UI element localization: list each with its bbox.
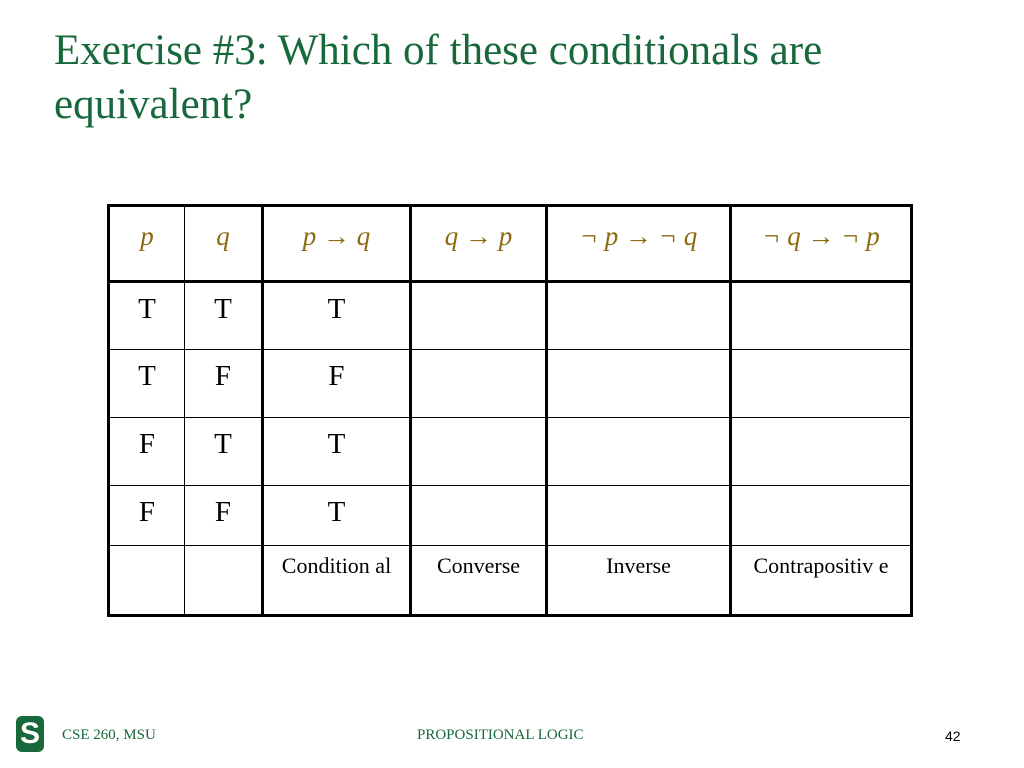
header-cell-converse: q → p <box>411 206 547 282</box>
table-cell <box>731 350 912 418</box>
table-cell <box>731 418 912 486</box>
table-cell <box>411 486 547 546</box>
table-cell: T <box>109 282 185 350</box>
page-number: 42 <box>945 728 961 744</box>
label-conditional: Condition al <box>263 546 411 616</box>
table-cell: T <box>109 350 185 418</box>
table-cell: T <box>185 282 263 350</box>
table-cell: F <box>185 350 263 418</box>
table-cell: T <box>185 418 263 486</box>
label-contrapositive: Contrapositiv e <box>731 546 912 616</box>
table-row <box>109 486 912 546</box>
table-row <box>109 350 912 418</box>
header-row <box>109 206 912 282</box>
table-cell <box>547 418 731 486</box>
label-cell <box>185 546 263 616</box>
header-cell-contrapositive: ¬ q → ¬ p <box>731 206 912 282</box>
table-cell: T <box>263 486 411 546</box>
table-cell <box>411 350 547 418</box>
footer-topic: PROPOSITIONAL LOGIC <box>417 727 584 743</box>
table-row <box>109 282 912 350</box>
table-cell: F <box>109 486 185 546</box>
table-cell: T <box>263 282 411 350</box>
label-inverse: Inverse <box>547 546 731 616</box>
table-cell <box>411 418 547 486</box>
table-cell: F <box>263 350 411 418</box>
table-cell: F <box>109 418 185 486</box>
footer-course: CSE 260, MSU <box>62 727 156 743</box>
truth-table <box>107 204 913 617</box>
header-cell-conditional: p → q <box>263 206 411 282</box>
slide-title: Exercise #3: Which of these conditionals are equivalent? <box>54 27 823 128</box>
header-cell-p: p <box>109 206 185 282</box>
table-cell <box>731 486 912 546</box>
label-cell <box>109 546 185 616</box>
table-cell <box>547 486 731 546</box>
header-cell-inverse: ¬ p → ¬ q <box>547 206 731 282</box>
table-row <box>109 418 912 486</box>
header-cell-q: q <box>185 206 263 282</box>
table-cell <box>547 350 731 418</box>
table-cell <box>411 282 547 350</box>
table-cell: T <box>263 418 411 486</box>
label-row <box>109 546 912 616</box>
msu-logo-icon: S <box>16 716 44 752</box>
table-cell <box>731 282 912 350</box>
table-cell: F <box>185 486 263 546</box>
label-converse: Converse <box>411 546 547 616</box>
table-cell <box>547 282 731 350</box>
